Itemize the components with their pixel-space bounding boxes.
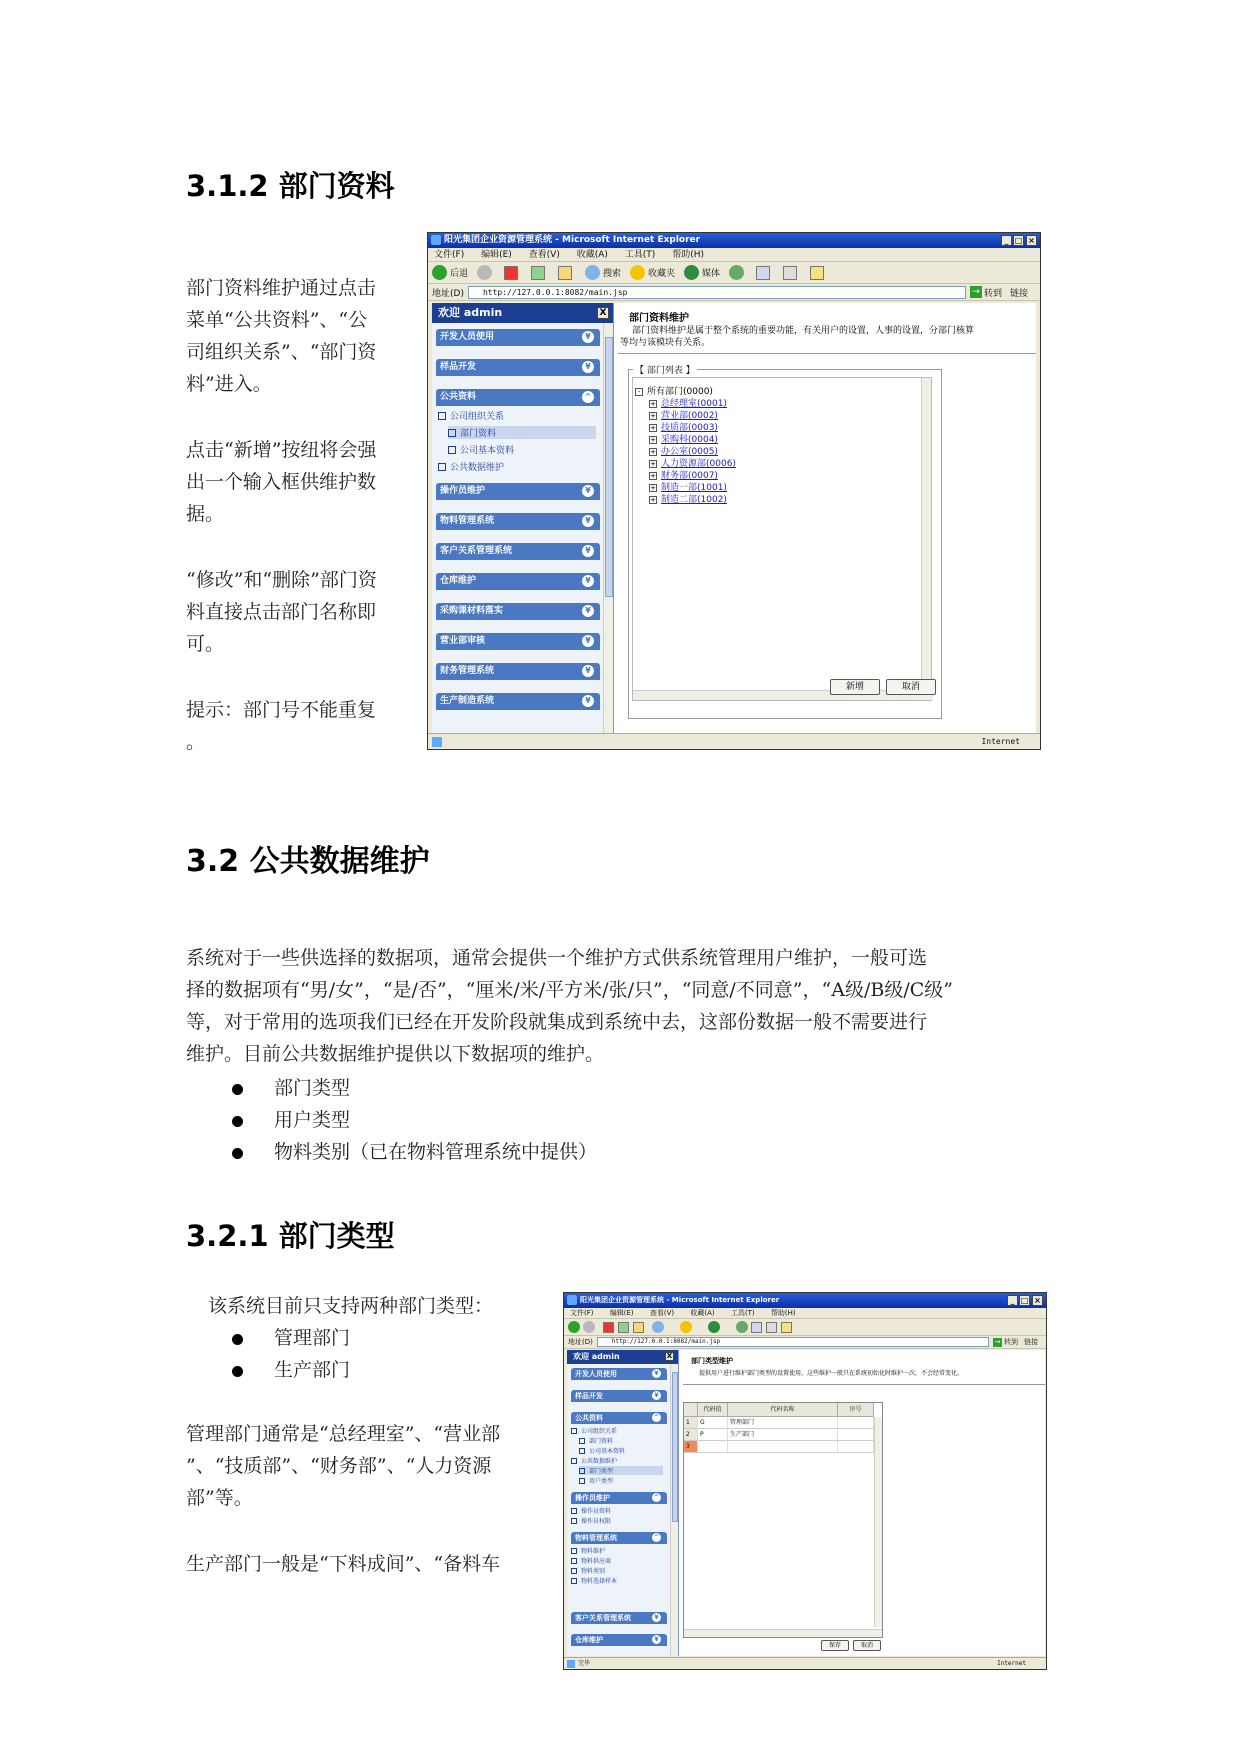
page-icon — [448, 446, 456, 454]
chevron-down-icon: ¥ — [582, 485, 594, 497]
menu-edit[interactable]: 编辑(E) — [481, 250, 512, 260]
sidebar-close-icon[interactable]: X — [597, 307, 609, 319]
section-heading-3-2-1: 3.2.1 部门类型 — [186, 1219, 395, 1253]
group-label: 仓库维护 — [575, 1636, 603, 1644]
sidebar-group-crm[interactable] — [436, 543, 600, 560]
page-icon — [579, 1448, 585, 1454]
expand-icon: + — [650, 424, 656, 432]
sidebar-welcome — [567, 1350, 678, 1364]
status-zone: Internet — [997, 1660, 1026, 1667]
address-bar — [428, 284, 1040, 301]
address-input[interactable]: http://127.0.0.1:8082/main.jsp — [597, 1337, 989, 1347]
sidebar-item-public-data[interactable] — [571, 1456, 617, 1465]
text-line: 点击“新增”按纽将会强 — [186, 439, 377, 461]
item-label: 公司组织关系 — [450, 412, 505, 422]
grid-header-code: 代码值 — [698, 1403, 728, 1417]
item-label: 物料类别 — [581, 1568, 606, 1575]
tree-scrollbar[interactable] — [921, 378, 931, 690]
chevron-down-icon: ¥ — [582, 515, 594, 527]
row-num: 2 — [684, 1429, 698, 1441]
item-label: 公司基本资料 — [460, 446, 515, 456]
sidebar-item-public-data[interactable] — [438, 460, 504, 473]
item-label: 部门类型 — [589, 1468, 614, 1475]
sidebar-item-org[interactable] — [571, 1426, 617, 1435]
menu-bar — [564, 1308, 1046, 1319]
sidebar-welcome — [432, 303, 613, 323]
menu-file[interactable]: 文件(F) — [570, 1309, 594, 1317]
panel-title: 部门类型维护 — [691, 1357, 733, 1365]
item-label: 公共数据维护 — [450, 463, 505, 473]
expand-icon: + — [650, 436, 656, 444]
sidebar-group-material[interactable] — [436, 513, 600, 530]
search-icon — [585, 265, 600, 280]
public-data-paragraph — [186, 942, 1056, 1070]
cell-code[interactable]: P — [698, 1429, 728, 1441]
sidebar-group-operator[interactable] — [436, 483, 600, 500]
star-icon — [630, 265, 645, 280]
grid-header-name: 代码名称 — [728, 1403, 838, 1417]
save-button[interactable]: 保存 — [821, 1640, 849, 1651]
window-titlebar — [428, 233, 1040, 248]
ie-logo-icon — [567, 1295, 577, 1305]
group-label: 公共资料 — [440, 392, 477, 402]
edit-icon[interactable] — [781, 1322, 792, 1333]
grid-header-order: 序号 — [838, 1403, 874, 1417]
sidebar-item-dept-info[interactable] — [448, 426, 596, 439]
page-done-icon — [432, 737, 442, 747]
tree-node-label: 办公室(0005) — [661, 447, 718, 457]
chevron-up-icon: ^ — [653, 1414, 660, 1421]
stop-button[interactable] — [504, 266, 522, 280]
tree-node-label: 总经理室(0001) — [661, 399, 727, 409]
sidebar-item-dept-info[interactable] — [579, 1436, 613, 1445]
mgmt-dept-paragraph — [186, 1418, 500, 1514]
text-line: 管理部门通常是“总经理室”、“营业部 — [186, 1423, 501, 1445]
browser-toolbar — [428, 262, 1040, 284]
group-label: 开发人员使用 — [575, 1370, 617, 1378]
status-text: 完毕 — [578, 1660, 591, 1667]
scrollbar-thumb[interactable] — [605, 337, 613, 597]
media-label: 媒体 — [702, 269, 721, 279]
home-button[interactable] — [558, 266, 576, 280]
sidebar-item-operator-info[interactable] — [571, 1506, 611, 1515]
refresh-button[interactable] — [531, 266, 549, 280]
menu-help[interactable]: 帮助(H) — [770, 1309, 796, 1317]
dept-info-paragraph-1 — [186, 272, 376, 400]
expand-icon: + — [650, 412, 656, 420]
menu-file[interactable]: 文件(F) — [434, 250, 465, 260]
media-button[interactable] — [684, 265, 720, 280]
page-icon — [579, 1468, 585, 1474]
history-button[interactable] — [729, 265, 747, 280]
mail-icon[interactable] — [751, 1322, 762, 1333]
refresh-icon — [531, 266, 545, 280]
text-line: 维护。目前公共数据维护提供以下数据项的维护。 — [186, 1043, 605, 1065]
close-icon[interactable]: × — [1026, 235, 1037, 246]
chevron-up-icon: ^ — [653, 1534, 660, 1541]
sidebar-group-crm[interactable] — [571, 1612, 667, 1624]
search-label: 搜索 — [603, 269, 622, 279]
row-num: 1 — [684, 1417, 698, 1429]
tree-node-label: 营业部(0002) — [661, 411, 718, 421]
page-icon — [579, 1438, 585, 1444]
status-zone: Internet — [981, 737, 1020, 746]
status-bar — [428, 733, 1040, 749]
cell-name[interactable]: 管理部门 — [728, 1417, 838, 1429]
tree-node-label: 技质部(0003) — [661, 423, 718, 433]
sidebar-item-material[interactable] — [571, 1546, 605, 1555]
expand-icon: + — [650, 400, 656, 408]
sidebar-item-user-type[interactable] — [579, 1476, 613, 1485]
page-icon — [571, 1558, 577, 1564]
sidebar-group-dev[interactable] — [436, 329, 600, 346]
minimize-icon[interactable]: _ — [1001, 235, 1012, 246]
menu-bar — [428, 248, 1040, 262]
sidebar-group-sample[interactable] — [436, 359, 600, 376]
welcome-text: 欢迎 admin — [438, 306, 503, 319]
text-line: 部”等。 — [186, 1487, 253, 1509]
item-label: 物料供应商 — [581, 1558, 612, 1565]
grid-scrollbar[interactable] — [874, 1417, 882, 1627]
group-label: 操作员维护 — [575, 1494, 610, 1502]
group-label: 营业部审核 — [440, 636, 486, 646]
cell-order[interactable] — [838, 1441, 874, 1453]
address-input[interactable]: http://127.0.0.1:8082/main.jsp — [468, 286, 966, 299]
panel-description: 提供用户进行维护部门类型的设置使用，这些维护一般只在系统初始化时维护一次，不会经常变化。 — [699, 1370, 964, 1377]
links-button[interactable]: 链接 — [1024, 1338, 1038, 1346]
menu-favorites[interactable]: 收藏(A) — [576, 250, 608, 260]
text-line: 料”进入。 — [186, 373, 272, 395]
sidebar-group-warehouse[interactable] — [436, 573, 600, 590]
forward-button[interactable] — [477, 265, 495, 280]
item-label: 部门资料 — [589, 1438, 614, 1445]
tree-node-label: 制造一部(1001) — [661, 483, 727, 493]
panel-description — [620, 325, 1034, 349]
dept-type-grid — [683, 1402, 883, 1638]
item-label: 部门资料 — [460, 429, 497, 439]
item-label: 公司组织关系 — [581, 1428, 618, 1435]
links-button[interactable]: 链接 — [1009, 288, 1028, 299]
group-label: 物料管理系统 — [440, 516, 495, 526]
search-icon[interactable] — [652, 1321, 664, 1333]
address-label: 地址(D) — [568, 1338, 593, 1346]
tree-node-label: 采购科(0004) — [661, 435, 718, 445]
dept-list-legend: 【 部门列表 】 — [633, 363, 697, 376]
item-label: 公司基本资料 — [589, 1448, 626, 1455]
dept-type-list — [232, 1322, 350, 1386]
go-button[interactable]: 转到 — [1004, 1338, 1018, 1346]
item-label: 用户类型 — [589, 1478, 614, 1485]
section-heading-3-1-2: 3.1.2 部门资料 — [186, 169, 395, 203]
home-icon[interactable] — [633, 1322, 644, 1333]
collapse-icon — [571, 1458, 577, 1464]
menu-view[interactable]: 查看(V) — [528, 250, 560, 260]
sidebar — [567, 1350, 679, 1656]
maximize-icon[interactable]: □ — [1014, 236, 1023, 245]
list-item: 部门类型 — [232, 1072, 597, 1104]
section-heading-3-2: 3.2 公共数据维护 — [186, 844, 430, 879]
go-button[interactable]: 转到 — [983, 288, 1002, 299]
expand-icon: + — [650, 460, 656, 468]
cell-order[interactable] — [838, 1429, 874, 1441]
home-icon — [558, 266, 572, 280]
text-line: 系统对于一些供选择的数据项，通常会提供一个维护方式供系统管理用户维护，一般可选 — [186, 947, 928, 969]
group-label: 财务管理系统 — [440, 666, 495, 676]
media-icon[interactable] — [708, 1321, 720, 1333]
browser-toolbar — [564, 1319, 1046, 1336]
group-label: 仓库维护 — [440, 576, 477, 586]
expand-icon — [571, 1508, 577, 1514]
sidebar-item-supplier[interactable] — [571, 1556, 611, 1565]
prod-dept-paragraph: 生产部门一般是“下料成间”、“备料车 — [186, 1553, 501, 1575]
text-line: 菜单“公共资料”、“公 — [186, 309, 368, 331]
sidebar-group-warehouse[interactable] — [571, 1634, 667, 1646]
browser-window-dept-type — [563, 1292, 1047, 1670]
address-label: 地址(D) — [432, 288, 464, 299]
item-label: 操作员资料 — [581, 1508, 612, 1515]
mail-icon — [756, 266, 770, 280]
dept-info-tip — [186, 694, 376, 758]
tree-node-label: 财务部(0007) — [661, 471, 718, 481]
sidebar-group-production[interactable] — [436, 693, 600, 710]
chevron-down-icon: ¥ — [582, 635, 594, 647]
window-titlebar — [564, 1293, 1046, 1308]
mail-button[interactable] — [756, 266, 774, 280]
row-num-header — [684, 1403, 698, 1417]
row-num: 3 — [684, 1441, 698, 1453]
expand-icon: + — [650, 484, 656, 492]
grid-hscrollbar[interactable] — [684, 1629, 882, 1637]
group-label: 公共资料 — [575, 1414, 603, 1422]
text-line: 料直接点击部门名称即 — [186, 601, 377, 623]
sidebar-group-public[interactable] — [436, 389, 600, 406]
cell-name[interactable]: 生产部门 — [728, 1429, 838, 1441]
sidebar-close-icon[interactable]: X — [666, 1352, 673, 1360]
cancel-button[interactable]: 取消 — [853, 1640, 881, 1651]
page-icon — [448, 429, 456, 437]
group-label: 开发人员使用 — [440, 332, 495, 342]
chevron-down-icon: ¥ — [582, 361, 594, 373]
sidebar-group-sales-review[interactable] — [436, 633, 600, 650]
group-label: 采购课材料落实 — [440, 606, 504, 616]
sidebar-scrollbar[interactable] — [603, 323, 613, 733]
window-title: 阳光集团企业资源管理系统 - Microsoft Internet Explorer — [580, 1296, 780, 1304]
chevron-down-icon: ¥ — [652, 1635, 661, 1644]
browser-window-dept-info — [427, 232, 1041, 750]
sidebar — [432, 303, 614, 733]
print-button[interactable] — [783, 266, 801, 280]
chevron-down-icon: ¥ — [582, 605, 594, 617]
chevron-down-icon: ¥ — [652, 1391, 661, 1400]
group-label: 样品开发 — [440, 362, 477, 372]
status-bar — [564, 1657, 1046, 1669]
sidebar-group-dev[interactable] — [571, 1368, 667, 1380]
expand-icon: + — [650, 472, 656, 480]
minimize-icon[interactable]: _ — [1007, 1295, 1018, 1306]
list-item: 用户类型 — [232, 1104, 597, 1136]
favorites-button[interactable] — [630, 265, 675, 280]
tree-node-dept[interactable] — [649, 492, 727, 505]
sidebar-item-dept-type[interactable] — [579, 1466, 663, 1475]
chevron-down-icon: ¥ — [582, 575, 594, 587]
text-line: 择的数据项有“男/女”，“是/否”，“厘米/米/平方米/张/只”，“同意/不同意”，“A级/B级/C级” — [186, 979, 953, 1001]
item-label: 物料维护 — [581, 1548, 606, 1555]
expand-icon: + — [650, 496, 656, 504]
sidebar-item-org[interactable] — [438, 409, 504, 422]
menu-favorites[interactable]: 收藏(A) — [690, 1309, 715, 1317]
item-label: 物料选择样本 — [581, 1578, 618, 1585]
panel-title: 部门资料维护 — [629, 313, 689, 324]
item-label: 公共数据维护 — [581, 1458, 618, 1465]
group-label: 客户关系管理系统 — [575, 1614, 631, 1622]
item-label: 操作员权限 — [581, 1518, 612, 1525]
group-label: 样品开发 — [575, 1392, 603, 1400]
forward-icon[interactable] — [583, 1321, 595, 1333]
close-icon[interactable]: × — [1032, 1295, 1043, 1306]
list-item: 管理部门 — [232, 1322, 350, 1354]
group-label: 生产制造系统 — [440, 696, 495, 706]
sidebar-scrollbar[interactable] — [670, 1364, 678, 1656]
public-data-list — [232, 1072, 597, 1168]
tree-root-label: 所有部门(0000) — [647, 387, 713, 397]
back-label: 后退 — [450, 269, 469, 279]
group-label: 客户关系管理系统 — [440, 546, 513, 556]
text-line: 等均与该模块有关系。 — [620, 338, 711, 348]
text-line: 。 — [186, 731, 206, 753]
menu-edit[interactable]: 编辑(E) — [609, 1309, 634, 1317]
sidebar-item-company-info[interactable] — [579, 1446, 625, 1455]
cell-code[interactable]: G — [698, 1417, 728, 1429]
sidebar-item-company-info[interactable] — [448, 443, 514, 456]
ie-logo-icon — [431, 235, 441, 245]
panel-divider — [683, 1384, 1045, 1385]
chevron-up-icon: ^ — [653, 1494, 660, 1501]
edit-icon — [810, 266, 824, 280]
text-line: 部门资料维护是属于整个系统的重要功能，有关用户的设置，人事的设置，分部门核算 — [632, 326, 975, 336]
star-icon[interactable] — [680, 1321, 692, 1333]
sidebar-group-operator[interactable] — [571, 1492, 667, 1504]
cancel-button[interactable]: 取消 — [886, 679, 936, 695]
page-icon — [571, 1568, 577, 1574]
page-icon — [571, 1578, 577, 1584]
sidebar-group-public[interactable] — [571, 1412, 667, 1424]
text-line: 提示：部门号不能重复 — [186, 699, 377, 721]
collapse-icon: - — [635, 388, 643, 396]
sidebar-item-operator-perm[interactable] — [571, 1516, 611, 1525]
menu-tools[interactable]: 工具(T) — [624, 250, 656, 260]
favorites-label: 收藏夹 — [648, 269, 676, 279]
window-title: 阳光集团企业资源管理系统 - Microsoft Internet Explorer — [444, 235, 701, 245]
cell-order[interactable] — [838, 1417, 874, 1429]
page-content — [432, 303, 1036, 733]
sidebar-group-finance[interactable] — [436, 663, 600, 680]
chevron-down-icon: ¥ — [582, 331, 594, 343]
chevron-up-icon: ^ — [582, 391, 594, 403]
chevron-down-icon: ¥ — [582, 665, 594, 677]
menu-view[interactable]: 查看(V) — [649, 1309, 675, 1317]
history-icon[interactable] — [736, 1321, 748, 1333]
group-label: 操作员维护 — [440, 486, 486, 496]
page-content — [567, 1350, 1045, 1656]
go-arrow-icon[interactable]: → — [994, 1337, 1001, 1346]
sidebar-item-category[interactable] — [571, 1566, 605, 1575]
tree-node-label: 制造二部(1002) — [661, 495, 727, 505]
sidebar-group-purchase[interactable] — [436, 603, 600, 620]
menu-tools[interactable]: 工具(T) — [730, 1309, 755, 1317]
sidebar-item-sample[interactable] — [571, 1576, 617, 1585]
go-arrow-icon[interactable]: → — [970, 286, 982, 298]
chevron-down-icon: ¥ — [652, 1369, 661, 1378]
history-icon — [729, 265, 744, 280]
back-button[interactable] — [432, 265, 468, 280]
page-done-icon — [567, 1660, 575, 1668]
text-line: 部门资料维护通过点击 — [186, 277, 377, 299]
search-button[interactable] — [585, 265, 621, 280]
forward-icon — [477, 265, 492, 280]
sidebar-group-sample[interactable] — [571, 1390, 667, 1402]
cell-name[interactable] — [728, 1441, 838, 1453]
dept-info-paragraph-3 — [186, 564, 377, 660]
media-icon — [684, 265, 699, 280]
new-button[interactable]: 新增 — [830, 679, 880, 695]
tree-node-label: 人力资源部(0006) — [661, 459, 736, 469]
expand-icon — [438, 463, 446, 471]
expand-icon — [571, 1428, 577, 1434]
text-line: 等，对于常用的选项我们已经在开发阶段就集成到系统中去，这部份数据一般不需要进行 — [186, 1011, 928, 1033]
address-bar — [564, 1336, 1046, 1349]
page-icon — [571, 1548, 577, 1554]
back-icon — [432, 265, 447, 280]
dept-tree-area — [632, 377, 932, 701]
menu-help[interactable]: 帮助(H) — [672, 250, 704, 260]
print-icon[interactable] — [766, 1322, 777, 1333]
dept-type-intro: 该系统目前只支持两种部门类型： — [208, 1295, 494, 1317]
page-icon — [579, 1478, 585, 1484]
chevron-down-icon: ¥ — [582, 695, 594, 707]
chevron-down-icon: ¥ — [652, 1613, 661, 1622]
back-icon[interactable] — [568, 1321, 580, 1333]
expand-icon — [571, 1518, 577, 1524]
list-item: 物料类别（已在物料管理系统中提供） — [232, 1136, 597, 1168]
maximize-icon[interactable]: □ — [1020, 1296, 1029, 1305]
refresh-icon[interactable] — [618, 1322, 629, 1333]
list-item: 生产部门 — [232, 1354, 350, 1386]
text-line: “修改”和“删除”部门资 — [186, 569, 377, 591]
print-icon — [783, 266, 797, 280]
dept-info-paragraph-2 — [186, 434, 376, 530]
cell-code[interactable] — [698, 1441, 728, 1453]
welcome-text: 欢迎 admin — [573, 1352, 620, 1361]
scrollbar-thumb[interactable] — [672, 1372, 678, 1522]
stop-icon[interactable] — [603, 1322, 614, 1333]
group-label: 物料管理系统 — [575, 1534, 617, 1542]
text-line: 可。 — [186, 633, 225, 655]
text-line: 据。 — [186, 503, 225, 525]
panel-divider — [618, 353, 1036, 354]
text-line: 出一个输入框供维护数 — [186, 471, 377, 493]
stop-icon — [504, 266, 518, 280]
expand-icon: + — [650, 448, 656, 456]
edit-button[interactable] — [810, 266, 828, 280]
collapse-icon — [438, 412, 446, 420]
sidebar-group-material[interactable] — [571, 1532, 667, 1544]
text-line: ”、“技质部”、“财务部”、“人力资源 — [186, 1455, 492, 1477]
chevron-down-icon: ¥ — [582, 545, 594, 557]
text-line: 司组织关系”、“部门资 — [186, 341, 377, 363]
